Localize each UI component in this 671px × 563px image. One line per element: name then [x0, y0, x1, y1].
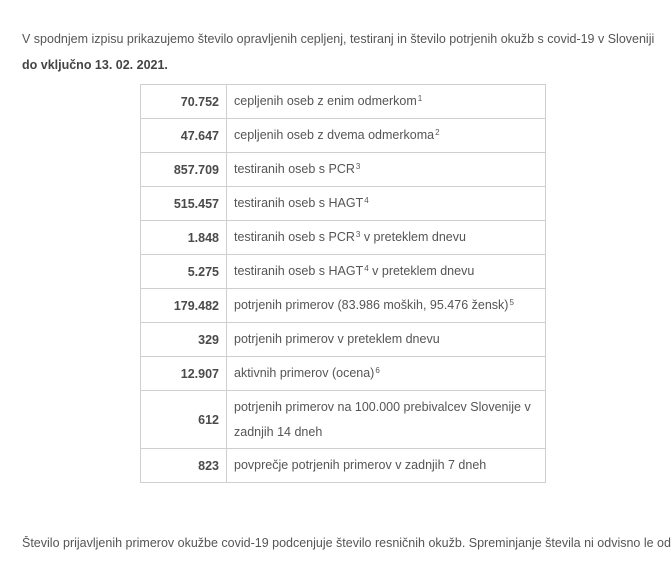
- row-label-text: aktivnih primerov (ocena): [234, 366, 375, 380]
- footnote-ref[interactable]: 3: [355, 230, 361, 239]
- row-value: 47.647: [141, 119, 227, 153]
- row-value: 515.457: [141, 187, 227, 221]
- statistics-table: [140, 84, 546, 483]
- row-label-suffix: v preteklem dnevu: [360, 230, 466, 244]
- row-label: [227, 85, 546, 119]
- row-label-text: testiranih oseb s PCR: [234, 230, 355, 244]
- table-row: [141, 85, 546, 119]
- row-label-text: testiranih oseb s HAGT: [234, 264, 364, 278]
- row-value: 12.907: [141, 357, 227, 391]
- footnote-ref[interactable]: 4: [364, 264, 369, 273]
- row-label: [227, 289, 546, 323]
- table-row: [141, 153, 546, 187]
- row-label: [227, 449, 546, 483]
- row-value: 70.752: [141, 85, 227, 119]
- row-label-text: potrjenih primerov v preteklem dnevu: [234, 332, 440, 346]
- row-label-text: povprečje potrjenih primerov v zadnjih 7 dneh: [234, 458, 487, 472]
- row-label-text: potrjenih primerov na 100.000 prebivalcev Slovenije v zadnjih 14 dneh: [234, 399, 531, 439]
- row-value: 857.709: [141, 153, 227, 187]
- row-value: 179.482: [141, 289, 227, 323]
- row-label: [227, 323, 546, 357]
- footnote-ref[interactable]: 2: [435, 128, 440, 137]
- row-label: [227, 391, 546, 449]
- intro-paragraph: [22, 26, 662, 78]
- row-label-text: cepljenih oseb z dvema odmerkoma: [234, 128, 435, 142]
- table-row: [141, 187, 546, 221]
- row-label-text: testiranih oseb s PCR: [234, 162, 355, 176]
- table-row: [141, 221, 546, 255]
- row-label: [227, 153, 546, 187]
- row-label: [227, 119, 546, 153]
- row-label-text: testiranih oseb s HAGT: [234, 196, 364, 210]
- table-row: [141, 119, 546, 153]
- row-label-text: cepljenih oseb z enim odmerkom: [234, 94, 417, 108]
- table-row: [141, 255, 546, 289]
- row-value: 823: [141, 449, 227, 483]
- row-label: [227, 221, 546, 255]
- footnote-ref[interactable]: 3: [355, 162, 361, 171]
- footnote-ref[interactable]: 4: [364, 196, 369, 205]
- footnote-ref[interactable]: 6: [375, 366, 380, 375]
- table-row: [141, 449, 546, 483]
- row-value: 1.848: [141, 221, 227, 255]
- footer-paragraph: Število prijavljenih primerov okužbe covid-19 podcenjuje število resničnih okužb. Spreminjanje števila ni odvisno le od: [22, 536, 671, 550]
- footnote-ref[interactable]: 1: [417, 94, 423, 103]
- footnote-ref[interactable]: 5: [509, 298, 514, 307]
- row-label: [227, 255, 546, 289]
- table-row: [141, 391, 546, 449]
- row-label-text: potrjenih primerov (83.986 moških, 95.476 žensk): [234, 298, 509, 312]
- row-value: 329: [141, 323, 227, 357]
- table-row: [141, 357, 546, 391]
- table-row: [141, 323, 546, 357]
- table-row: [141, 289, 546, 323]
- row-value: 5.275: [141, 255, 227, 289]
- intro-date: do vključno 13. 02. 2021.: [22, 58, 168, 72]
- row-label-suffix: v preteklem dnevu: [368, 264, 475, 278]
- row-label: [227, 187, 546, 221]
- intro-text: V spodnjem izpisu prikazujemo število opravljenih cepljenj, testiranj in število potrjenih okužb s covid-19 v Sloveniji: [22, 32, 655, 46]
- row-value: 612: [141, 391, 227, 449]
- row-label: [227, 357, 546, 391]
